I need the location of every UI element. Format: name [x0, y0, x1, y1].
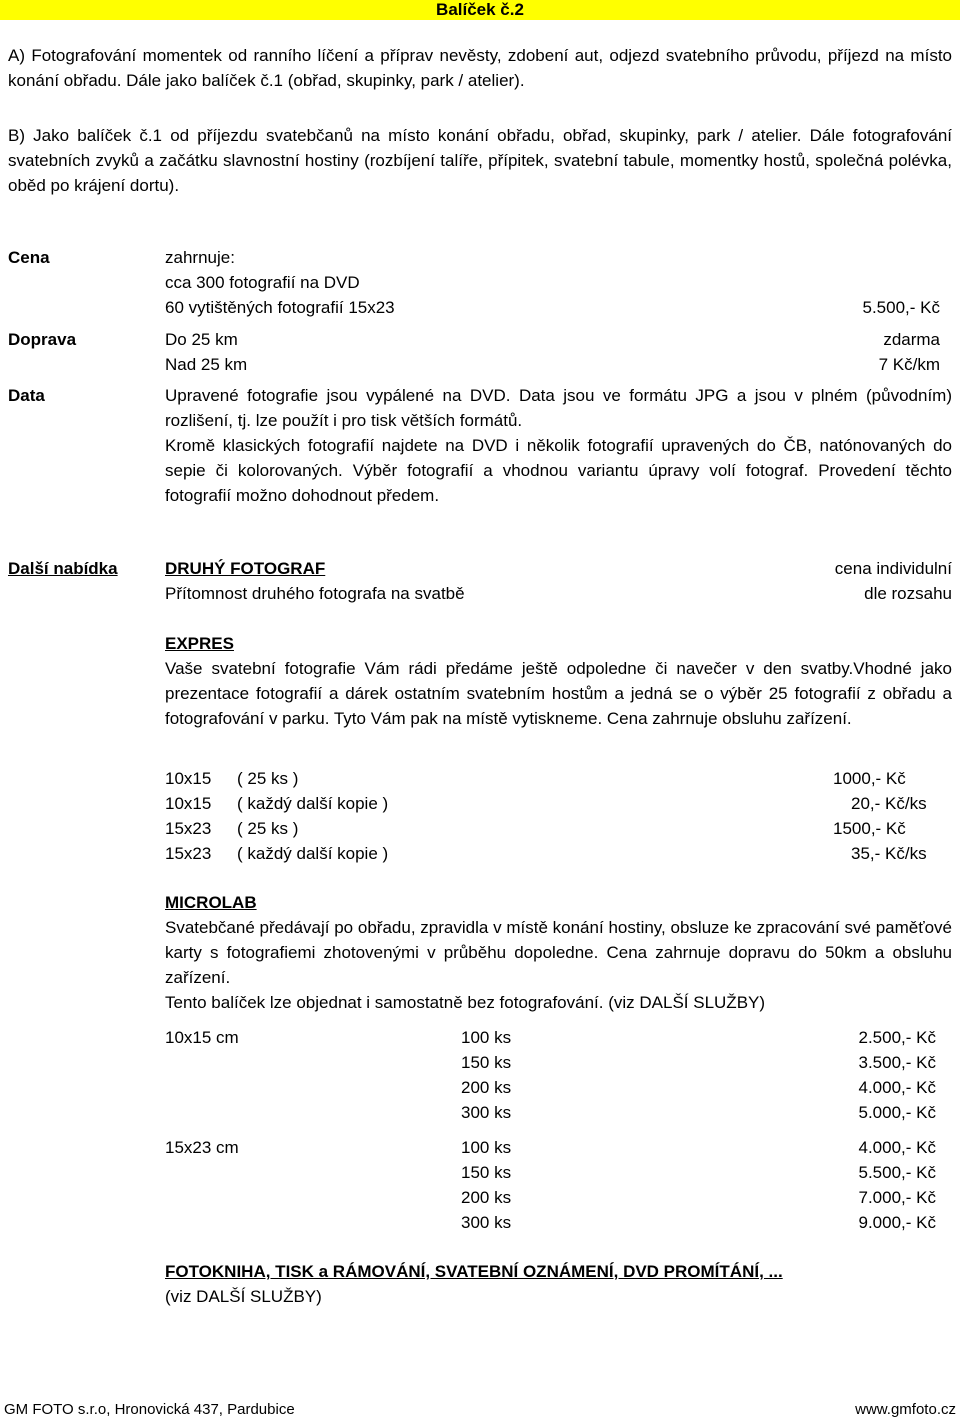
expres-row-4-price: 35,- Kč/ks	[851, 844, 927, 863]
expres-row-2-desc: ( každý další kopie )	[237, 794, 389, 813]
data-paragraph-2: Kromě klasických fotografií najdete na DVD i několik fotografií upravených do ČB, natónovaných do sepie či kolorovaných. Výběr fotografií a vhodnou variantu úpravy volí fotograf. Provedení těchto fotografií možno dohodnout předem.	[165, 436, 952, 505]
doprava-price-2: 7 Kč/km	[878, 355, 940, 374]
cena-line-1: zahrnuje:	[165, 248, 235, 267]
cena-line-3: 60 vytištěných fotografií 15x23	[165, 298, 395, 317]
microlab-group-2-price-4: 9.000,- Kč	[858, 1213, 936, 1232]
microlab-group-1-qty-2: 150 ks	[461, 1053, 512, 1072]
microlab-group-1-price-4: 5.000,- Kč	[858, 1103, 936, 1122]
microlab-group-2-qty-1: 100 ks	[461, 1138, 512, 1157]
expres-heading: EXPRES	[165, 634, 234, 653]
cena-price: 5.500,- Kč	[862, 298, 940, 317]
druhy-fotograf-desc: Přítomnost druhého fotografa na svatbě	[165, 584, 465, 603]
cena-label: Cena	[8, 248, 50, 267]
microlab-group-1-price-2: 3.500,- Kč	[858, 1053, 936, 1072]
expres-row-2-size: 10x15	[165, 794, 212, 813]
expres-row-1-desc: ( 25 ks )	[237, 769, 299, 788]
fotokniha-note: (viz DALŠÍ SLUŽBY)	[165, 1287, 322, 1306]
dalsi-nabidka-label: Další nabídka	[8, 559, 118, 578]
microlab-group-1-qty-1: 100 ks	[461, 1028, 512, 1047]
expres-row-2-price: 20,- Kč/ks	[851, 794, 927, 813]
footer-address: GM FOTO s.r.o, Hronovická 437, Pardubice	[4, 1401, 295, 1418]
doprava-price-1: zdarma	[883, 330, 940, 349]
microlab-group-1-qty-3: 200 ks	[461, 1078, 512, 1097]
expres-text: Vaše svatební fotografie Vám rádi předáme ještě odpoledne či navečer v den svatby.Vhodné jako prezentace fotografií a dárek ostatním svatebním hostům a jedná se o výběr 25 fotografií z obřadu a fotografování v parku. Tyto Vám pak na místě vytiskneme. Cena zahrnuje obsluhu zařízení.	[165, 659, 952, 728]
footer-website: www.gmfoto.cz	[855, 1401, 956, 1418]
microlab-group-2-price-1: 4.000,- Kč	[858, 1138, 936, 1157]
title-bar	[0, 0, 960, 20]
expres-row-4-desc: ( každý další kopie )	[237, 844, 389, 863]
doprava-item-2: Nad 25 km	[165, 355, 248, 374]
data-label: Data	[8, 386, 45, 405]
microlab-text: Svatebčané předávají po obřadu, zpravidla v místě konání hostiny, obsluze ke zpracování své paměťové karty s fotografiemi zhotovenými v průběhu dopoledne. Cena zahrnuje dopravu do 50km a obsluhu zařízení.	[165, 918, 952, 987]
data-paragraph-1: Upravené fotografie jsou vypálené na DVD. Data jsou ve formátu JPG a jsou v plném (původním) rozlišení, tj. lze použít i pro tisk větších formátů.	[165, 386, 952, 430]
doprava-label: Doprava	[8, 330, 77, 349]
expres-row-3-price: 1500,- Kč	[833, 819, 906, 838]
expres-row-3-size: 15x23	[165, 819, 212, 838]
expres-row-4-size: 15x23	[165, 844, 212, 863]
doprava-item-1: Do 25 km	[165, 330, 238, 349]
microlab-note: Tento balíček lze objednat i samostatně bez fotografování. (viz DALŠÍ SLUŽBY)	[165, 993, 766, 1012]
druhy-fotograf-price-2: dle rozsahu	[864, 584, 952, 603]
microlab-group-2-qty-4: 300 ks	[461, 1213, 512, 1232]
intro-b: B) Jako balíček č.1 od příjezdu svatebčanů na místo konání obřadu, obřad, skupinky, park / atelier. Dále fotografování svatebních zvyků a začátku slavnostní hostiny (rozbíjení talíře, přípitek, svatební tabule, momentky hostů, společná polévka, oběd po krájení dortu).	[8, 126, 952, 195]
intro-a: A) Fotografování momentek od ranního líčení a příprav nevěsty, zdobení aut, odjezd svatebního průvodu, příjezd na místo konání obřadu. Dále jako balíček č.1 (obřad, skupinky, park / atelier).	[8, 46, 952, 90]
microlab-group-2-qty-3: 200 ks	[461, 1188, 512, 1207]
cena-line-2: cca 300 fotografií na DVD	[165, 273, 360, 292]
microlab-group-2-price-2: 5.500,- Kč	[858, 1163, 936, 1182]
expres-row-1-size: 10x15	[165, 769, 212, 788]
page-title: Balíček č.2	[436, 0, 524, 19]
microlab-group-2-price-3: 7.000,- Kč	[858, 1188, 936, 1207]
microlab-group-2-size: 15x23 cm	[165, 1138, 239, 1157]
druhy-fotograf-heading: DRUHÝ FOTOGRAF	[165, 559, 326, 578]
microlab-group-1-price-1: 2.500,- Kč	[858, 1028, 936, 1047]
microlab-group-1-qty-4: 300 ks	[461, 1103, 512, 1122]
microlab-group-2-qty-2: 150 ks	[461, 1163, 512, 1182]
expres-row-3-desc: ( 25 ks )	[237, 819, 299, 838]
microlab-group-1-size: 10x15 cm	[165, 1028, 239, 1047]
fotokniha-heading: FOTOKNIHA, TISK a RÁMOVÁNÍ, SVATEBNÍ OZNÁMENÍ, DVD PROMÍTÁNÍ, ...	[165, 1262, 783, 1281]
expres-row-1-price: 1000,- Kč	[833, 769, 906, 788]
microlab-group-1-price-3: 4.000,- Kč	[858, 1078, 936, 1097]
druhy-fotograf-price-1: cena individulní	[834, 559, 952, 578]
microlab-heading: MICROLAB	[165, 893, 257, 912]
